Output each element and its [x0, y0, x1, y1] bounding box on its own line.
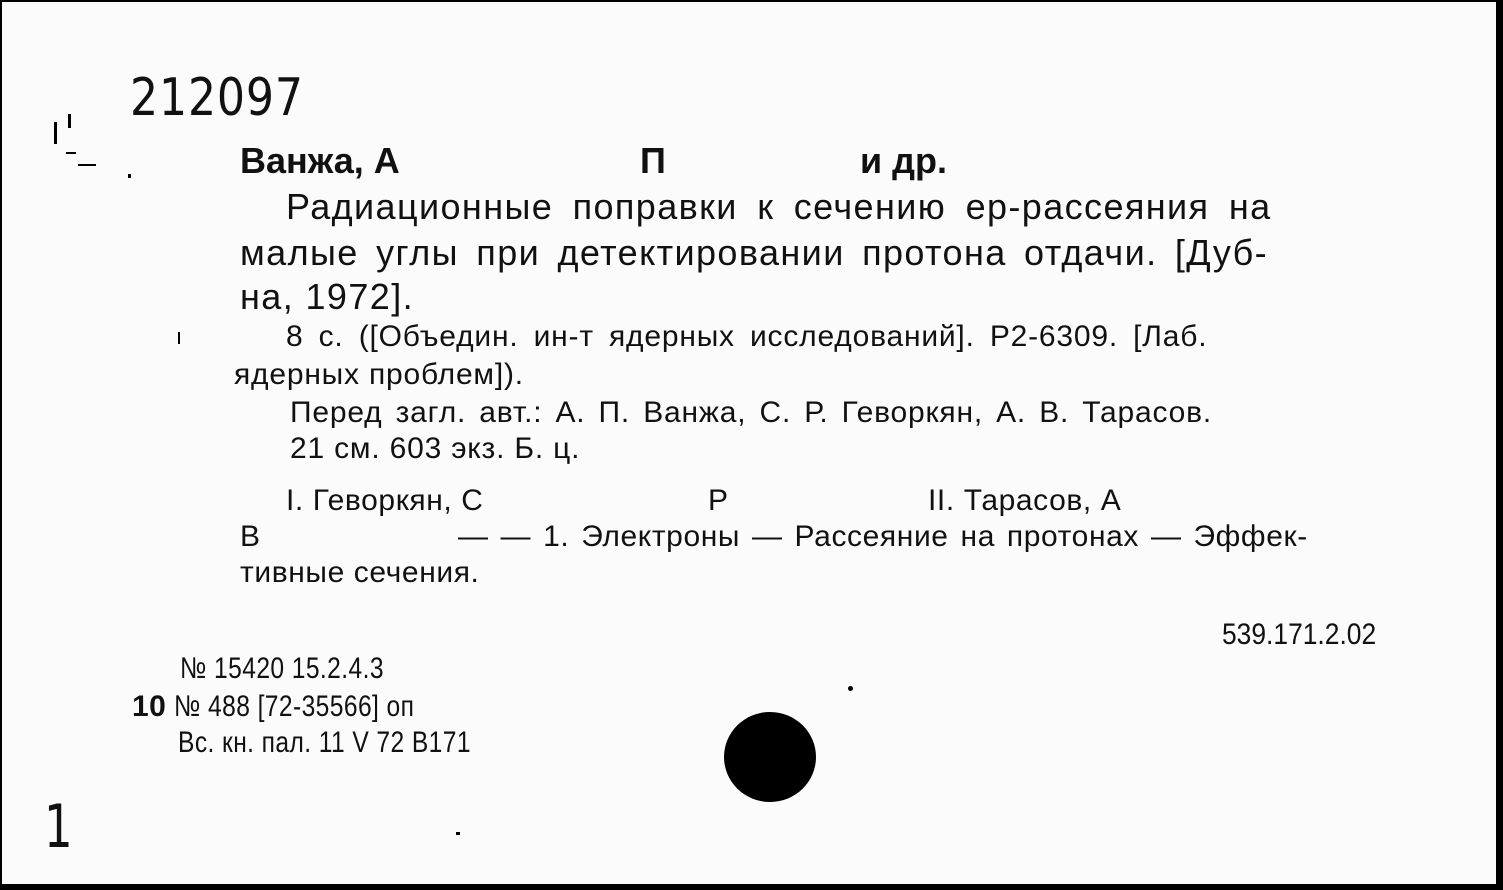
handwritten-card-number: 1 [44, 792, 74, 862]
tracing-coauthor-2: II. Тарасов, А [928, 484, 1122, 517]
tracing-coauthor-2-initial: В [240, 520, 261, 553]
registry-line-2: № 488 [72-35566] оп [174, 690, 415, 723]
author-others: и др. [860, 140, 947, 181]
tracing-coauthor-1-initial: Р [708, 484, 729, 517]
scan-speck [66, 152, 76, 154]
note-size-line: 21 см. 603 экз. Б. ц. [290, 432, 581, 465]
registry-line-1: № 15420 15.2.4.3 [180, 652, 384, 685]
collation-line-2: ядерных проблем]). [234, 358, 524, 391]
author-patronymic-initial: П [640, 140, 666, 181]
scan-speck [456, 832, 460, 835]
scan-speck [128, 174, 131, 178]
subject-heading: — — 1. Электроны — Рассеяние на протонах — Эффек- [458, 520, 1308, 553]
tracing-coauthor-1: I. Геворкян, С [286, 484, 484, 517]
punch-hole [724, 712, 816, 802]
scan-speck [54, 122, 57, 144]
catalog-card [2, 2, 1499, 884]
title-line-2: малые углы при детектировании протона отдачи. [Дуб- [240, 232, 1269, 273]
registry-copy-number: 10 [132, 690, 167, 723]
scan-speck [78, 164, 96, 166]
udc-classification: 539.171.2.02 [1222, 618, 1377, 651]
collation-line-1: 8 с. ([Объедин. ин-т ядерных исследований]. Р2-6309. [Лаб. [286, 320, 1208, 353]
handwritten-accession-number: 212097 [130, 68, 304, 128]
scan-speck [848, 686, 853, 691]
author-surname: Ванжа, А [240, 140, 400, 181]
note-authors-line: Перед загл. авт.: А. П. Ванжа, С. Р. Геворкян, А. В. Тарасов. [290, 396, 1213, 429]
scan-speck [68, 114, 71, 128]
title-line-1: Радиационные поправки к сечению ер-рассеяния на [286, 186, 1272, 227]
registry-line-3: Вс. кн. пал. 11 V 72 В171 [178, 726, 471, 759]
scan-speck [178, 332, 180, 344]
title-line-3: на, 1972]. [240, 276, 414, 317]
subject-heading-continued: тивные сечения. [240, 556, 480, 589]
